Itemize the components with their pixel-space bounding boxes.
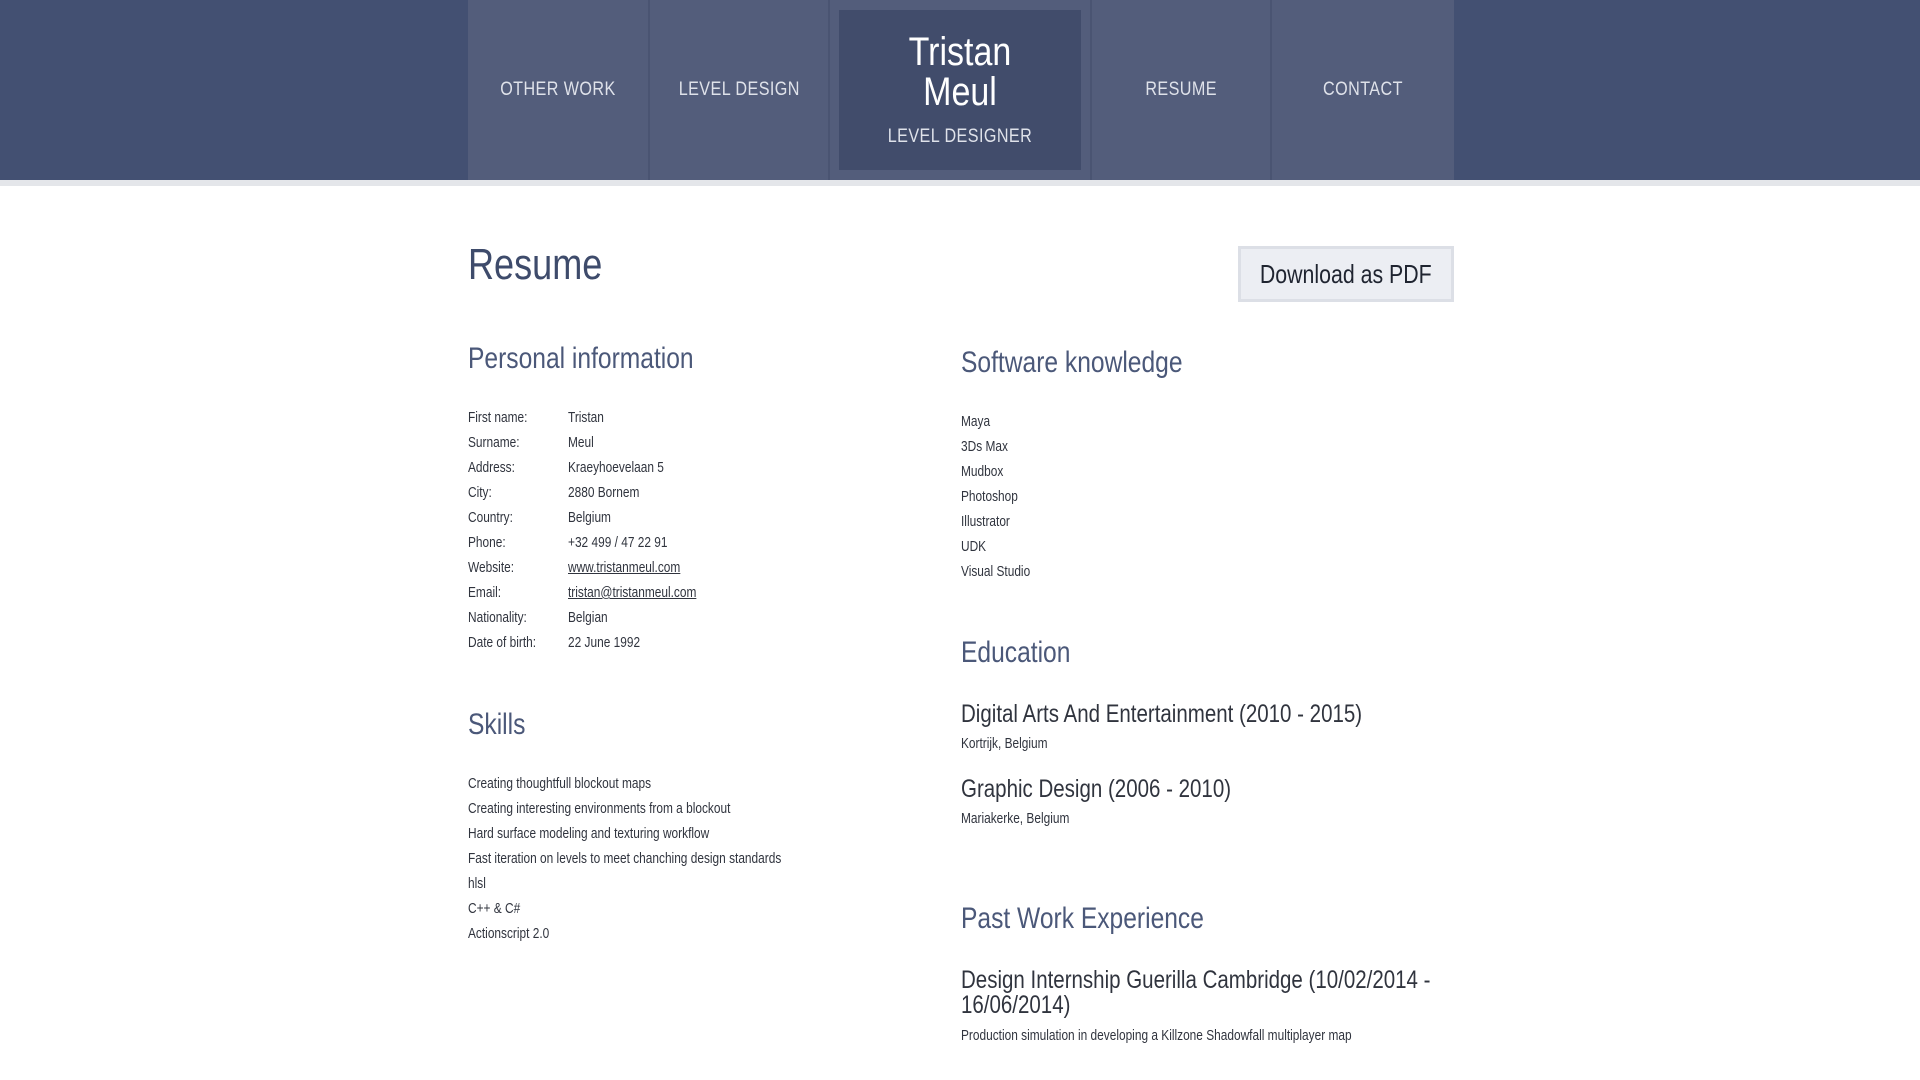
nav-resume[interactable]: RESUME — [1092, 0, 1272, 180]
education-place: Kortrijk, Belgium — [961, 736, 1048, 752]
main-nav — [468, 0, 1454, 180]
info-row-country: Country: Belgium — [468, 510, 611, 526]
list-item: Creating thoughtfull blockout maps — [468, 776, 652, 792]
list-item: Photoshop — [961, 489, 1018, 505]
nav-level-design[interactable]: LEVEL DESIGN — [650, 0, 830, 180]
info-row-date-of-birth: Date of birth: 22 June 1992 — [468, 635, 641, 651]
skills-list — [468, 776, 850, 951]
nav-other-work[interactable]: OTHER WORK — [468, 0, 650, 180]
page-title: Resume — [468, 240, 603, 289]
list-item: 3Ds Max — [961, 439, 1008, 455]
download-pdf-button[interactable]: Download as PDF — [1238, 246, 1454, 302]
personal-info-table — [468, 410, 725, 660]
personal-info-heading: Personal information — [468, 342, 694, 375]
list-item: Visual Studio — [961, 564, 1031, 580]
software-heading: Software knowledge — [961, 346, 1183, 379]
list-item: Fast iteration on levels to meet chanching design standards — [468, 851, 782, 867]
work-description: Production simulation in developing a Killzone Shadowfall multiplayer map — [961, 1028, 1352, 1044]
info-row-nationality: Nationality: Belgian — [468, 610, 608, 626]
work-title: Design Internship Guerilla Cambridge (10/02/2014 - — [961, 966, 1431, 994]
nav-contact[interactable]: CONTACT — [1272, 0, 1454, 180]
education-title: Digital Arts And Entertainment (2010 - 2015) — [961, 700, 1363, 728]
education-place: Mariakerke, Belgium — [961, 811, 1070, 827]
list-item: Maya — [961, 414, 991, 430]
info-row-website: Website: www.tristanmeul.com — [468, 560, 681, 576]
work-heading: Past Work Experience — [961, 902, 1204, 935]
list-item: Creating interesting environments from a blockout — [468, 801, 731, 817]
list-item: Illustrator — [961, 514, 1010, 530]
brand-logo[interactable] — [830, 0, 1092, 180]
website-link[interactable]: www.tristanmeul.com — [568, 560, 681, 576]
info-row-address: Address: Kraeyhoevelaan 5 — [468, 460, 664, 476]
brand-role: LEVEL DESIGNER — [887, 126, 1033, 147]
site-header — [0, 0, 1920, 186]
info-row-email: Email: tristan@tristanmeul.com — [468, 585, 697, 601]
info-row-city: City: 2880 Bornem — [468, 485, 640, 501]
info-row-first-name: First name: Tristan — [468, 410, 604, 426]
software-list — [961, 414, 1045, 589]
brand-name: Tristan Meul — [908, 30, 1012, 114]
education-title: Graphic Design (2006 - 2010) — [961, 775, 1232, 803]
list-item: hlsl — [468, 876, 486, 892]
list-item: Mudbox — [961, 464, 1004, 480]
list-item: C++ & C# — [468, 901, 521, 917]
info-row-surname: Surname: Meul — [468, 435, 594, 451]
list-item: UDK — [961, 539, 987, 555]
list-item: Hard surface modeling and texturing workflow — [468, 826, 710, 842]
work-title-continued: 16/06/2014) — [961, 991, 1071, 1019]
info-row-phone: Phone: +32 499 / 47 22 91 — [468, 535, 668, 551]
email-link[interactable]: tristan@tristanmeul.com — [568, 585, 697, 601]
education-heading: Education — [961, 636, 1071, 669]
list-item: Actionscript 2.0 — [468, 926, 550, 942]
skills-heading: Skills — [468, 708, 526, 741]
